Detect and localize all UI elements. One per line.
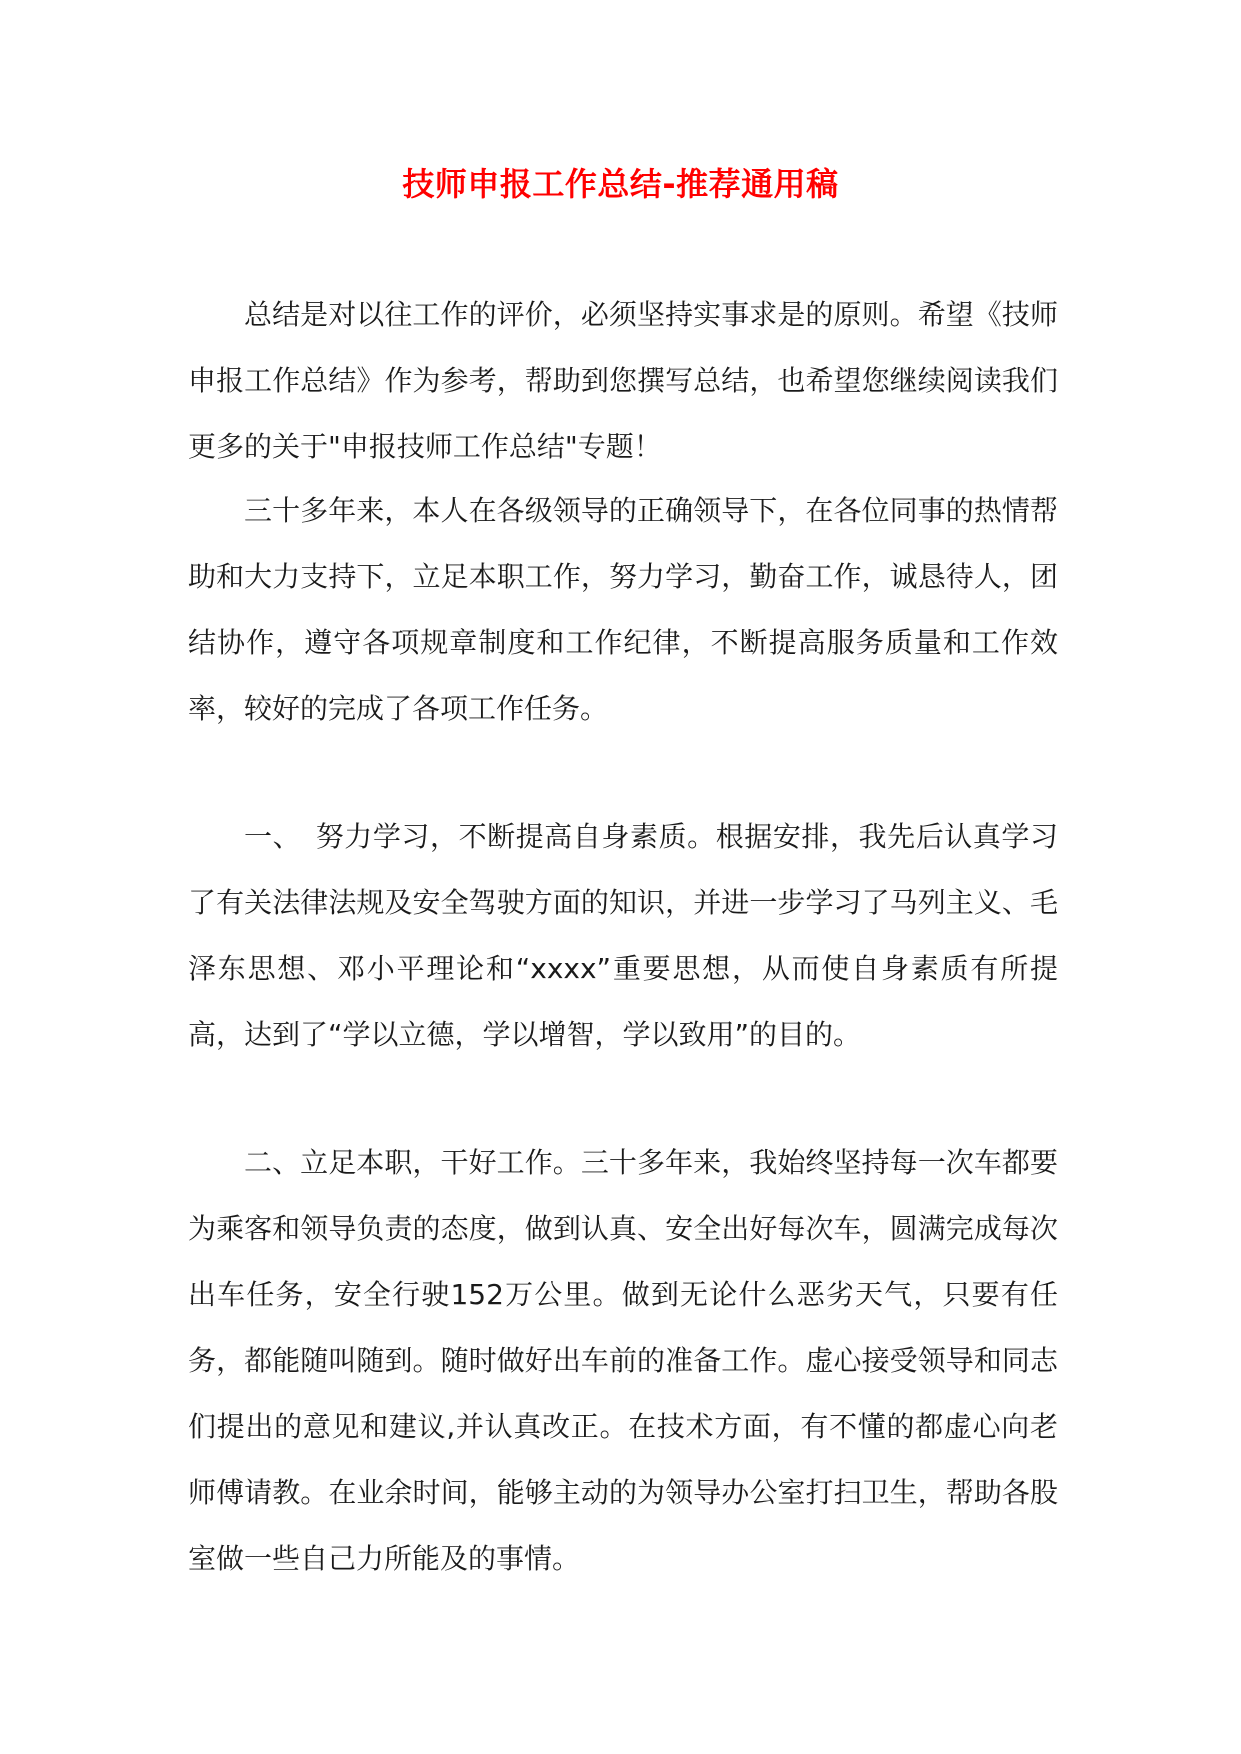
document-title: 技师申报工作总结-推荐通用稿 [402,165,839,203]
paragraph-section-two: 二、立足本职，干好工作。三十多年来，我始终坚持每一次车都要为乘客和领导负责的态度，做到认真、安全出好每次车，圆满完成每次出车任务，安全行驶152万公里。做到无论什么恶劣天气，只要有任务，都能随叫随到。随时做好出车前的准备工作。虚心接受领导和同志们提出的意见和建议,并认真改正。在技术方面，有不懂的都虚心向老师傅请教。在业余时间，能够主动的为领导办公室打扫卫生，帮助各股室做一些自己力所能及的事情。 [188,1146,1058,1575]
paragraph-intro: 总结是对以往工作的评价，必须坚持实事求是的原则。希望《技师申报工作总结》作为参考，帮助到您撰写总结，也希望您继续阅读我们更多的关于"申报技师工作总结"专题！ [188,298,1058,463]
paragraph-section-one: 一、 努力学习，不断提高自身素质。根据安排，我先后认真学习了有关法律法规及安全驾驶方面的知识，并进一步学习了马列主义、毛泽东思想、邓小平理论和“xxxx”重要思想，从而使自身素质有所提高，达到了“学以立德，学以增智，学以致用”的目的。 [188,820,1058,1051]
paragraph-overview: 三十多年来，本人在各级领导的正确领导下，在各位同事的热情帮助和大力支持下，立足本职工作，努力学习，勤奋工作，诚恳待人，团结协作，遵守各项规章制度和工作纪律，不断提高服务质量和工作效率，较好的完成了各项工作任务。 [188,494,1058,725]
